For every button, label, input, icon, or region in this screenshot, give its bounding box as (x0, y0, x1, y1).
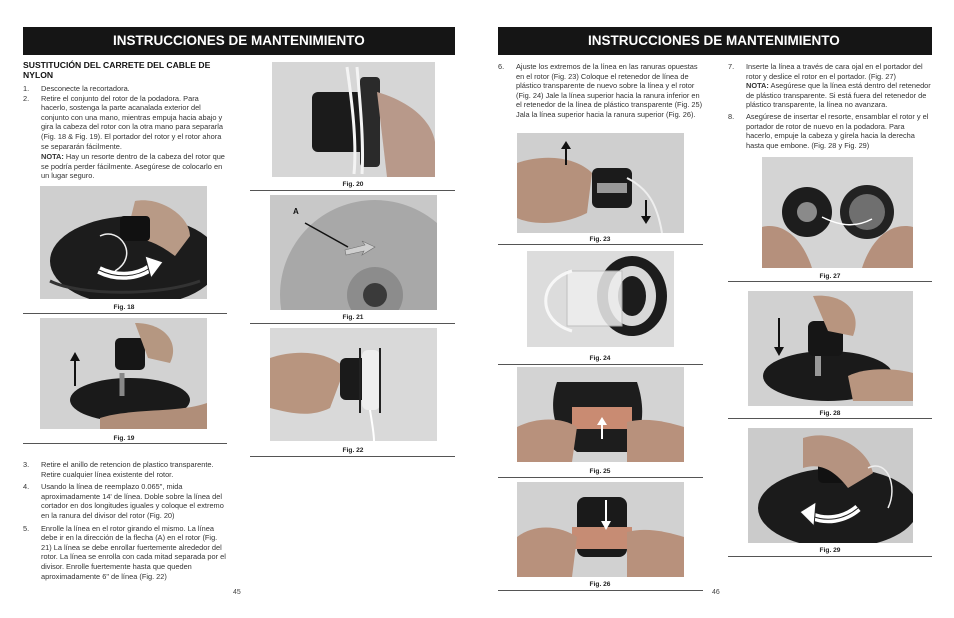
step-6: 6. Ajuste los extremos de la línea en las ranuras opuestas en el rotor (Fig. 23) Coloque el retenedor de línea de plástico transparente de nuevo sobre la línea y el rotor (Fig. 24) Jale la línea superior hacia la ranura inferior en el retenedor de la línea de plástico transparente (Fig. 25) Jala la línea superior hacia la ranura superior (Fig. 26). (498, 62, 703, 119)
rotate-arrow-icon (95, 252, 165, 286)
fig-21-marker-a: A (293, 207, 299, 216)
step-4: 4. Usando la línea de reemplazo 0.065", mida aproximadamente 14' de línea. Doble sobre la línea del cortador en dos longitudes iguales y coloque el extremo en la ranura del divisor del rotor (Fig. 20) (23, 482, 224, 520)
page-number-left: 45 (233, 589, 241, 596)
page-number-right: 46 (712, 589, 720, 596)
steps-7-8 (728, 62, 932, 150)
step-2: 2. Retire el conjunto del rotor de la podadora. Para hacerlo, sostenga la parte acanalada exterior del conjunto con una mano, mientras empuja hacia abajo y gira la cabeza del rotor con la otra mano para separarla (Fig. 18 & Fig. 19). El portador del rotor y el rotor ahora se separarán fácilmente. (23, 93, 223, 151)
fig-28-rule (728, 418, 932, 419)
note-spring: NOTA: Hay un resorte dentro de la cabeza del rotor que se podría perder fácilmente. Asegúrese de colocarlo en un lugar seguro. (41, 152, 225, 181)
fig-27-rule (728, 281, 932, 282)
line-in-divisor-photo (272, 62, 435, 177)
fig-21-rule (250, 323, 455, 324)
fig-23-rule (498, 244, 703, 245)
fig-27-caption: Fig. 27 (819, 273, 841, 280)
steps-1-2 (23, 84, 227, 181)
fig-20-photo (272, 62, 435, 177)
step-7: 7. Inserte la línea a través de cara ojal en el portador del rotor y deslice el rotor en el portador. (Fig. 27) (728, 62, 923, 81)
insert-line-photo (762, 157, 913, 268)
line-in-slots-photo (517, 133, 684, 233)
fig-23-photo (517, 133, 684, 233)
fig-25-rule (498, 477, 703, 478)
fig-22-photo (270, 328, 437, 441)
fig-19-photo (40, 318, 207, 429)
fig-18-rule (23, 313, 227, 314)
rotor-separated-photo (40, 318, 207, 429)
fig-22-rule (250, 456, 455, 457)
down-arrow-icon (774, 318, 784, 356)
fig-25-photo (517, 367, 684, 462)
fig-18-caption: Fig. 18 (113, 304, 135, 311)
step-8: 8. Asegúrese de insertar el resorte, ensamblar el rotor y el portador de rotor de nuevo en la podadora. Para hacerlo, empuje la cabeza y gírela hacia la derecha hasta que embone. (Fig. 28 y Fig. 29) (728, 111, 929, 150)
up-arrow-icon (561, 141, 571, 165)
note-retainer: NOTA: Asegúrese que la línea está dentro del retenedor de plástico transparente. Si está fuera del retenedor de plástico transparente, la línea no avanzara. (746, 81, 931, 110)
fig-20-caption: Fig. 20 (342, 181, 364, 188)
section-title: SUSTITUCIÓN DEL CARRETE DEL CABLE DE NYLON (23, 60, 211, 80)
fig-26-rule (498, 590, 703, 591)
winding-line-photo (270, 328, 437, 441)
fig-29-caption: Fig. 29 (819, 547, 841, 554)
fig-19-caption: Fig. 19 (113, 435, 135, 442)
step-5: 5. Enrolle la línea en el rotor girando el mismo. La línea debe ir en la dirección de la flecha (A) en el rotor (Fig. 21) La línea se debe enrollar fuertemente alrededor del rotor. La línea se enrolla con cada mitad separada por el divisor. Enrolle fuertemente hasta que queden aproximadamente 6" de línea (Fig. 22) (23, 523, 226, 581)
fig-25-caption: Fig. 25 (589, 468, 611, 475)
step-1: 1. Desconecte la recortadora. (23, 84, 130, 93)
reassemble-photo (748, 291, 913, 406)
fig-23-caption: Fig. 23 (589, 236, 611, 243)
fig-24-caption: Fig. 24 (589, 355, 611, 362)
fig-28-caption: Fig. 28 (819, 410, 841, 417)
step-3: 3. Retire el anillo de retencion de plastico transparente. Retire cualquier línea existente del rotor. (23, 460, 214, 479)
fig-20-rule (250, 190, 455, 191)
up-arrow-icon (70, 352, 80, 386)
steps-3-5 (23, 460, 227, 581)
page-header-right (498, 27, 932, 55)
fig-28-photo (748, 291, 913, 406)
fig-29-rule (728, 556, 932, 557)
up-arrow-icon (597, 417, 607, 439)
line-lower-slot-photo (517, 367, 684, 462)
fig-27-photo (762, 157, 913, 268)
down-arrow-icon (601, 500, 611, 530)
down-arrow-icon (641, 200, 651, 224)
fig-26-caption: Fig. 26 (589, 581, 611, 588)
fig-19-rule (23, 443, 227, 444)
retainer-photo (527, 251, 674, 347)
fig-24-rule (498, 364, 703, 365)
header-title: INSTRUCCIONES DE MANTENIMIENTO (588, 33, 840, 48)
fig-24-photo (527, 251, 674, 347)
fig-22-caption: Fig. 22 (342, 447, 364, 454)
header-title: INSTRUCCIONES DE MANTENIMIENTO (113, 33, 365, 48)
rotate-arrow-icon (800, 498, 862, 528)
fig-21-caption: Fig. 21 (342, 314, 364, 321)
page-header-left (23, 27, 455, 55)
